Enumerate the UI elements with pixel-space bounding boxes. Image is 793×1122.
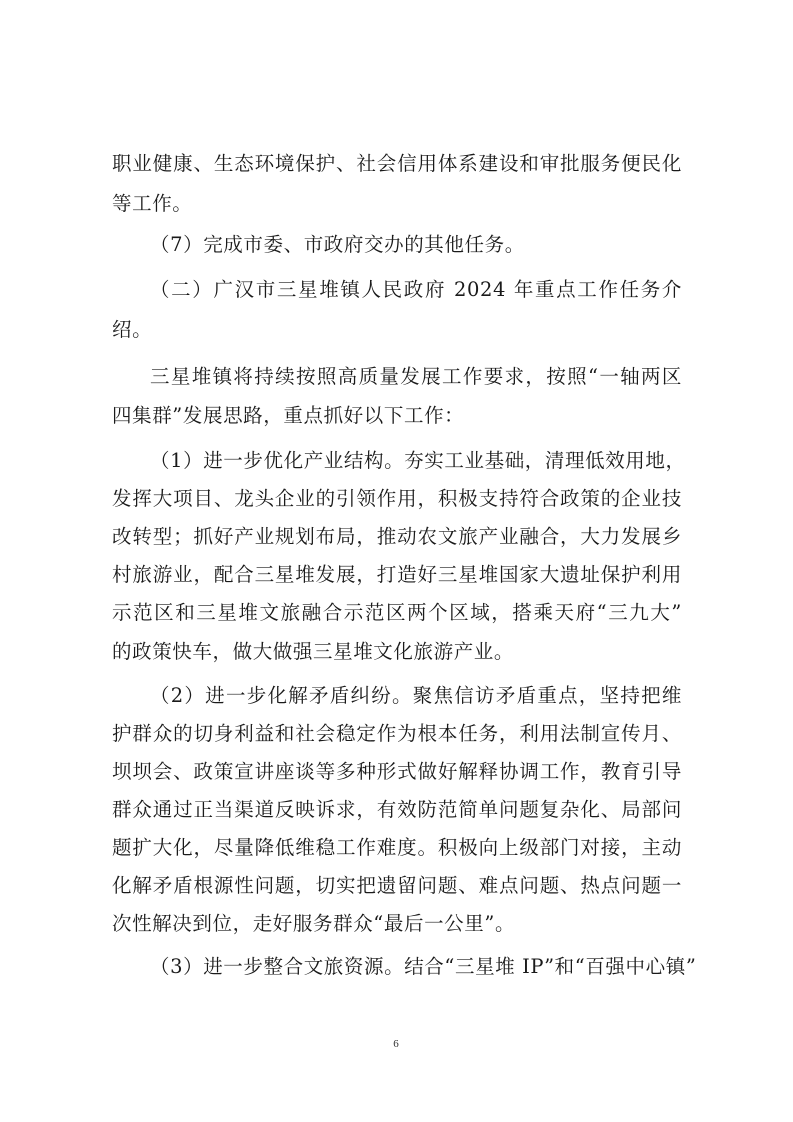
body-line: 三星堆镇将持续按照高质量发展工作要求，按照“一轴两区 bbox=[150, 365, 682, 388]
body-line: 护群众的切身利益和社会稳定作为根本任务，利用法制宣传月、 bbox=[112, 722, 682, 745]
list-item-line: （2）进一步化解矛盾纠纷。聚焦信访矛盾重点，坚持把维 bbox=[150, 684, 682, 707]
body-line: 群众通过正当渠道反映诉求，有效防范简单问题复杂化、局部问 bbox=[112, 798, 682, 821]
body-line: 村旅游业，配合三星堆发展，打造好三星堆国家大遗址保护利用 bbox=[112, 563, 682, 586]
body-line: 示范区和三星堆文旅融合示范区两个区域，搭乘天府“三九大” bbox=[112, 601, 682, 624]
body-line: 发挥大项目、龙头企业的引领作用，积极支持符合政策的企业技 bbox=[112, 487, 682, 510]
body-line: 次性解决到位，走好服务群众“最后一公里”。 bbox=[112, 912, 516, 935]
body-line: 职业健康、生态环境保护、社会信用体系建设和审批服务便民化 bbox=[112, 152, 682, 175]
list-item-line: （1）进一步优化产业结构。夯实工业基础，清理低效用地， bbox=[150, 449, 686, 472]
body-line: 坝坝会、政策宣讲座谈等多种形式做好解释协调工作，教育引导 bbox=[112, 760, 682, 783]
section-heading: 绍。 bbox=[112, 318, 153, 341]
section-heading: （二）广汉市三星堆镇人民政府 2024 年重点工作任务介 bbox=[150, 278, 682, 301]
body-line: 题扩大化，尽量降低维稳工作难度。积极向上级部门对接，主动 bbox=[112, 836, 682, 859]
body-line: 等工作。 bbox=[112, 192, 193, 215]
body-line: 化解矛盾根源性问题，切实把遗留问题、难点问题、热点问题一 bbox=[112, 874, 682, 897]
list-item-line: （7）完成市委、市政府交办的其他任务。 bbox=[150, 233, 525, 256]
list-item-line: （3）进一步整合文旅资源。结合“三星堆 IP”和“百强中心镇” bbox=[150, 955, 697, 978]
page-number: 6 bbox=[393, 1038, 399, 1050]
body-line: 改转型；抓好产业规划布局，推动农文旅产业融合，大力发展乡 bbox=[112, 525, 682, 548]
body-line: 的政策快车，做大做强三星堆文化旅游产业。 bbox=[112, 640, 515, 663]
body-line: 四集群”发展思路，重点抓好以下工作： bbox=[112, 404, 465, 427]
